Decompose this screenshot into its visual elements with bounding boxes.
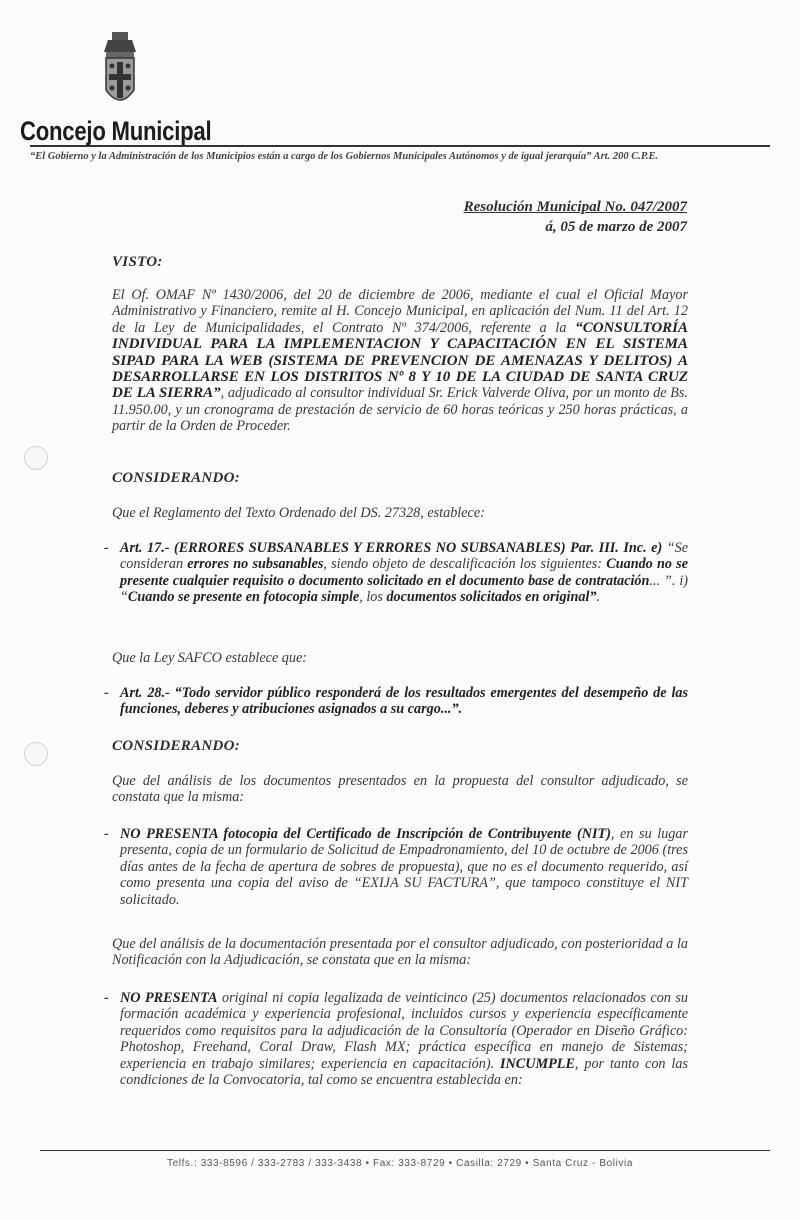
resolution-number: Resolución Municipal No. 047/2007 bbox=[463, 199, 687, 215]
header-divider bbox=[30, 145, 770, 147]
footer-divider bbox=[40, 1150, 770, 1151]
analysis-paragraph-2: Que del análisis de la documentación presentada por el consultor adjudicado, con posterioridad a la Notificación con la Adjudicación, se constata que en la misma: bbox=[112, 936, 688, 969]
article-17-text-1: “Se consideran bbox=[120, 540, 688, 573]
visto-heading: VISTO: bbox=[112, 254, 163, 270]
visto-outro: , adjudicado al consultor individual Sr. Erick Valverde Oliva, por un monto de Bs. 11.950.00, y un cronograma de prestación de servicio de 60 horas teóricas y 250 horas prácticas, a partir de la Orden de Proceder. bbox=[112, 385, 688, 435]
article-17-text bbox=[120, 540, 688, 606]
article-17-bold-4: Cuando se presente en fotocopia simple bbox=[127, 589, 360, 606]
visto-project-title: “CONSULTORÍA INDIVIDUAL PARA LA IMPLEMENTACION Y CAPACITACIÓN EN EL SISTEMA SIPAD PARA LA WEB (SISTEMA DE PREVENCION DE AMENAZAS Y DELITOS) A DESARROLLARSE EN LOS DISTRITOS Nº 8 Y 10 DE LA CIUDAD DE SANTA CRUZ DE LA SIERRA” bbox=[112, 319, 688, 402]
bullet-dash: - bbox=[104, 826, 109, 842]
article-17-text-4: , los bbox=[359, 589, 387, 606]
resolution-header bbox=[464, 197, 687, 237]
documents-no-presenta: NO PRESENTA bbox=[120, 990, 218, 1006]
nit-detail: , en su lugar presenta, copia de un formulario de Solicitud de Empadronamiento, del 10 de octubre de 2006 (tres días antes de la fecha de apertura de sobres de propuesta), que no es el documento requerido, así como presenta una copia del aviso de “EXIJA SU FACTURA”, que tampoco constituye el NIT solicitado. bbox=[120, 826, 688, 908]
ley-safco-paragraph: Que la Ley SAFCO establece que: bbox=[112, 650, 308, 666]
nit-document: fotocopia del Certificado de Inscripción de Contribuyente (NIT) bbox=[217, 826, 611, 842]
punch-hole bbox=[24, 446, 48, 470]
article-28-item bbox=[104, 685, 688, 718]
considerando-heading-2: CONSIDERANDO: bbox=[112, 738, 241, 754]
analysis-paragraph-1: Que del análisis de los documentos presentados en la propuesta del consultor adjudicado, se constata que la misma: bbox=[112, 773, 688, 806]
article-17-title: Art. 17.- (ERRORES SUBSANABLES Y ERRORES NO SUBSANABLES) Par. III. Inc. e) bbox=[120, 540, 663, 556]
contact-footer: Telfs.: 333-8596 / 333-2783 / 333-3438 • Fax: 333-8729 • Casilla: 2729 • Santa Cruz - Bolivia bbox=[167, 1158, 633, 1169]
nit-text bbox=[120, 826, 688, 908]
nit-no-presenta: NO PRESENTA bbox=[120, 826, 218, 842]
documents-item bbox=[104, 990, 688, 1088]
organization-name: Concejo Municipal bbox=[20, 116, 212, 146]
documents-incumple: INCUMPLE bbox=[500, 1055, 575, 1072]
article-28-title: Art. 28.- bbox=[120, 685, 170, 701]
article-17-text-3: ... ”. i) “ bbox=[120, 572, 689, 606]
bullet-dash: - bbox=[104, 685, 109, 701]
documents-conclusion: , por tanto con las condiciones de la Convocatoria, tal como se encuentra establecida en: bbox=[120, 1055, 688, 1089]
article-17-item bbox=[104, 540, 688, 606]
resolution-date: á, 05 de marzo de 2007 bbox=[545, 219, 687, 235]
documents-text bbox=[120, 990, 688, 1088]
reglamento-paragraph: Que el Reglamento del Texto Ordenado del DS. 27328, establece: bbox=[112, 505, 485, 521]
article-17-bold-2: errores no subsanables bbox=[187, 556, 324, 573]
article-17-text-5: . bbox=[596, 589, 601, 606]
article-17-text-2: , siendo objeto de descalificación los siguientes: bbox=[323, 556, 607, 573]
article-28-text bbox=[120, 685, 688, 718]
bullet-dash: - bbox=[104, 540, 109, 556]
documents-detail: original ni copia legalizada de veinticinco (25) documentos relacionados con su formación académica y experiencia profesional, incluidos cursos y experiencia específicamente requeridos como requisitos para la adjudicación de la Consultoría (Operador en Diseño Gráfico: Photoshop, Freehand, Coral Draw, Flash MX; práctica específica en manejo de Sistemas; experiencia en trabajo similares; experiencia en capacitación). bbox=[120, 990, 688, 1072]
article-28-quote: “Todo servidor público responderá de los resultados emergentes del desempeño de las funciones, deberes y atribuciones asignados a su cargo...”. bbox=[120, 685, 688, 718]
considerando-heading-1: CONSIDERANDO: bbox=[112, 470, 241, 486]
nit-item bbox=[104, 826, 688, 908]
municipal-crest-icon bbox=[98, 30, 142, 114]
punch-hole bbox=[24, 742, 48, 766]
visto-intro: El Of. OMAF Nº 1430/2006, del 20 de diciembre de 2006, mediante el cual el Oficial Mayor Administrativo y Financiero, remite al H. Concejo Municipal, en aplicación del Num. 11 del Art. 12 de la Ley de Municipalidades, el Contrato Nº 374/2006, referente a la bbox=[112, 287, 688, 336]
visto-paragraph bbox=[112, 287, 688, 435]
article-17-bold-3: Cuando no se presente cualquier requisito o documento solicitado en el documento base de contratación bbox=[120, 556, 688, 589]
article-17-bold-5: documentos solicitados en original” bbox=[386, 589, 597, 606]
constitution-motto: “El Gobierno y la Administración de los Municipios están a cargo de los Gobiernos Municipales Autónomos y de igual jerarquía” Art. 200 C.P.E. bbox=[30, 151, 659, 162]
bullet-dash: - bbox=[104, 990, 109, 1006]
